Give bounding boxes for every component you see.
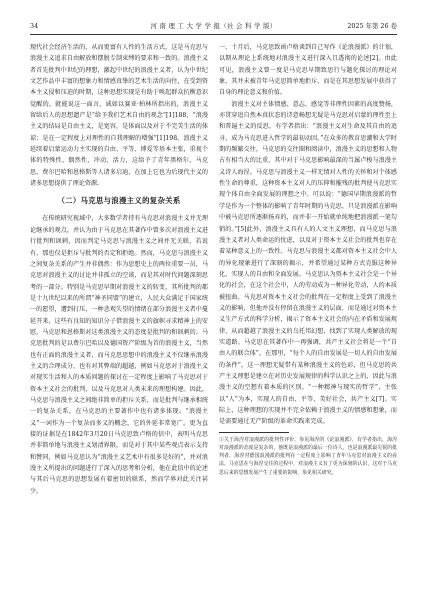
footnote-rule <box>219 432 289 433</box>
footnote: ①关于海涅对浪漫派的批判性评价，参见海涅的《论浪漫派》，有学者指出，海涅对浪漫派的态度是复杂的，他既是浪漫派的最后一位诗人，也是浪漫派最尖锐的批判者，海涅对德国浪漫派的批判在一定程度上影响了青年马克思对浪漫主义的看法。马克思在与海涅交往的过程中，对浪漫主义有了更为深刻的认识，这对于马克思后来的思想发展产生了重要的影响，参见相关研究。 <box>219 436 397 476</box>
body-paragraph: 现代社会经济生活的、从而更富有人性的生活方式，这是马克思与浪漫主义追求自由解放和摆脱专制束缚的要求和一致的。浪漫主义者首先批判中世纪的理想，激起中世纪的浪漫主义者，认为中世纪文艺作品中丰富的想象力和情感真挚的艺术生活的向往，在受到资本主义侵和压迫的时期，这种思想实现是有助于唤起群众抗衡意识觉醒的，就能说这一面言，诚如以赛亚·柏林所指出的，浪漫主义留给后人的思想遗产是“给予我们艺术自由的观念”[1]188，“浪漫主义的结局是自由主义，是宽容，是体面以及对于不完美生活的体谅；是在一定程度上对理性的自我理解的增强”[1]198。浪漫主义延续着启蒙运动力主实现的自由、平等、博爱等基本主张，重视个体的特殊性、偶然性、冲动、活力，这给予了青年黑格尔、马克思、费尔巴哈和恩格斯等人诸多启迪，在加上它也为后现代主义的诸多思想提供了理论资源。 <box>30 44 208 188</box>
page-header <box>30 20 397 32</box>
journal-title: 河 南 理 工 大 学 学 报（社 会 科 学 版） <box>150 22 277 30</box>
left-column <box>30 42 208 497</box>
issue-info: 2025 年第 26 卷 <box>347 22 397 30</box>
page-number: 34 <box>30 22 39 30</box>
section-heading: （二）马克思与浪漫主义的复杂关系 <box>57 196 181 206</box>
body-paragraph: 一、十月后，马克思致函卢格谈到自己写作《论浪漫派》的计划，以期从理论上系统地对浪漫主义进行深入且透彻的论述[2]。由此可见，浪漫主义曾一度是马克思早期致思行与题化探讨的理论对象，其并未被青年马克思简单地拒斥，而是在其思想发展中获得了自身的理论意义和价值。 <box>219 44 397 97</box>
body-paragraph: 浪漫主义对主体情感、意志、感觉等非理性因素的高度赞扬，亦贯穿追自然本真状态的诗意畅想无疑是马克思对启蒙的理性至上和普遍主义的反思，有学者指出：“浪漫主义对生命及其自由的追寻，成为马克思进入哲学的最初动因。”在众多的教育思潮和大学时期的频繁交往，马克思的交往圈和阅读中，浪漫主义的思想和人物占有相当大的比重，其中对于马克思影响最深的当属卢梭与浪漫主义诗人海涅。马克思与浪漫主义一样无情对人性的关怀和对个体感性生命的尊重，这种资本主义对人的压抑和摧残的批判使马克思实现个体自由全面发展的理想之中。可以说：“德国早期浪漫派的哲学是作为一个整体的影响了青年时期的马克思，只是浪漫派在影响中被马克思所逐渐扬弃的，而并非一开始就单纯地把浪漫派一笔勾销的。”[5]此外，浪漫主义具有人的人文主义理想，而马克思与浪漫主义者对人类命运的忧虑，以及对于资本主义社会的批判也存在着某种意义上的一致性。马克思与浪漫主义都对资本主义社会中人的异化现象进行了深刻的揭示，并希望通过某种方式克服这种异化，实现人的自由和全面发展。马克思认为资本主义社会是一个异化的社会，在这个社会中，人的劳动成为一种异化劳动，人的本质被扭曲。马克思对资本主义社会的批判在一定程度上受到了浪漫主义的影响，但他并没有停留在浪漫主义的层面，而是通过对资本主义生产方式的科学分析，揭示了资本主义社会的内在矛盾和发展规律，从而超越了浪漫主义的乌托邦幻想，找到了实现人类解放的现实道路。马克思在其著作中一再强调，共产主义社会将是一个“自由人的联合体”，在那里，“每个人的自由发展是一切人的自由发展的条件”。这一理想无疑带有某种浪漫主义的色彩，但马克思的共产主义理想是建立在对历史发展规律的科学认识之上的，因此与浪漫主义的空想有着本质的区别。“一种精神与现实的哲学”，主张以“人”为本，实现人的自由、平等、美好社会，共产主义[7]。实际上，这种理想的实现并不完全依赖于浪漫主义的情感和想象，而是需要通过无产阶级的革命实践来完成。 <box>219 100 397 426</box>
header-rule <box>30 34 397 35</box>
right-column <box>219 42 397 477</box>
body-paragraph: 在传统研究视域中，大多数学者持有马克思对浪漫主义并无理论继承的观点，并认为由于马克思在其著作中曾多次对浪漫主义进行批判和讽刺，因而判定马克思与浪漫主义之间并无关联，若说有，那也仅是拒斥与批判的否定和拒绝。然而，马克思与浪漫主义之间复杂关系的产生并非偶然：作为思想史上的两位重要一员，马克思对浪漫主义的讨论并非孤立的空谈，而是其对时代问题深刻思考的一部分。特别是马克思早期对浪漫主义的转变，其所批判的都是十九世纪以来的所谓“神圣同盟”的建立，人民大众满足于国家统一的愿望，遭到打压，一种悲观失望的情绪在部分浪漫主义者中蔓延开来，这些有良知的知识分子借浪漫主义的旗帜寻求精神上的安慰，马克思和恩格斯对这类浪漫主义的态度是批判的和讽刺的。马克思批判的是以费尔巴哈以及德国资产阶级为首的浪漫主义，当然也有正面的浪漫主义者，而马克思思想中的浪漫主义不仅继承浪漫主义的合理成分，也有对其弊端的超越，例如马克思对于浪漫主义对现实生活和人的本质问题的探讨在一定程度上影响了马克思对于资本主义社会的批判，以及马克思对人类未来的理想构建。因此，马克思与浪漫主义之间绝非简单的拒斥关系，而是批判与继承相统一的复杂关系，在马克思的主要著作中也有诸多体现。“浪漫主义”一词作为一个复杂而多义的概念，它的外延非常宽广。更为直接的证据是在1842年3月20日马克思致卢格的信中，表明马克思并非简单地与浪漫主义划清界限，而是对于其中某些观点表示支持和赞同，例如马克思认为“浪漫主义艺术中有很多是好的”，并对浪漫主义所提出的问题进行了深入的思考和分析，他在此信中的论述与其后马克思的思想发展有着密切的联系，然而学界对此关注甚少。 <box>30 215 208 495</box>
